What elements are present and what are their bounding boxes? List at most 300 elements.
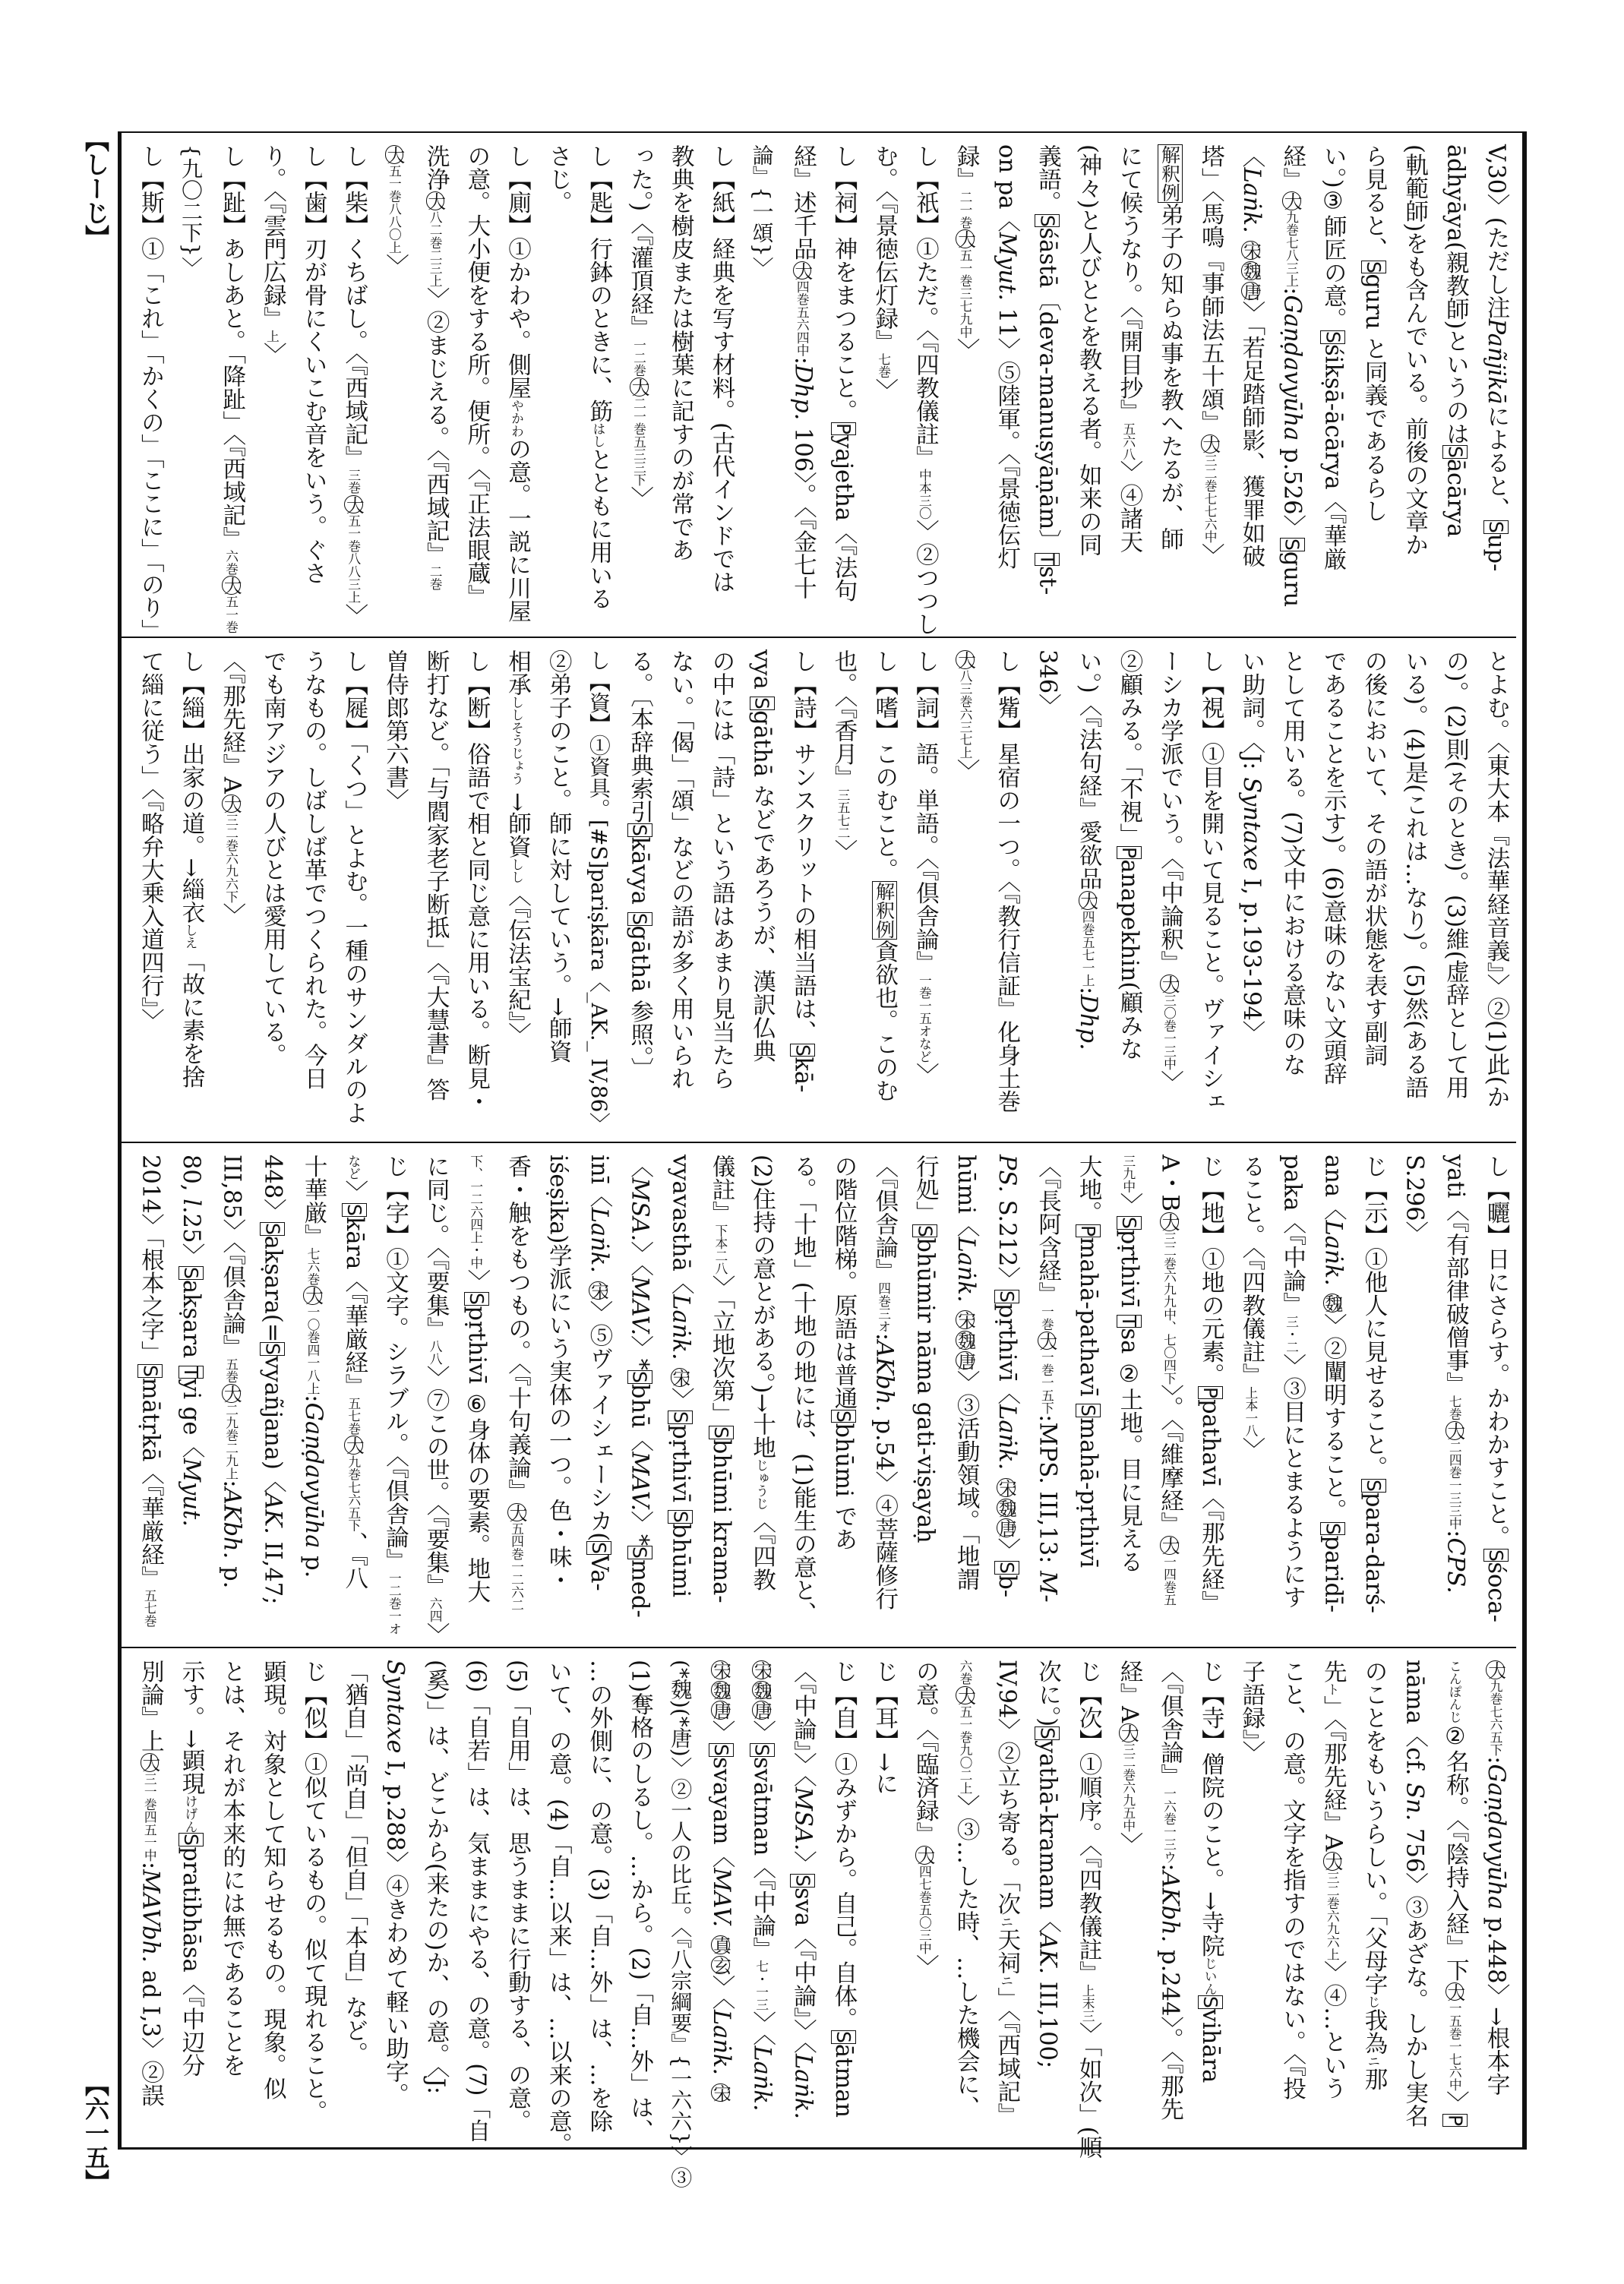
italic-title: Sn.: [1401, 1783, 1428, 1821]
boxed-language-mark: S: [750, 1744, 773, 1757]
text-line: 次に。)Syathā-kramam〈AK. III,100;: [1034, 1660, 1061, 2069]
boxed-language-mark: T: [180, 1366, 202, 1379]
boxed-language-mark: S: [1362, 261, 1385, 273]
text-line: ーシカ学派でいう。〈『中論釈』大三〇巻一三中〉: [1156, 649, 1183, 1094]
italic-title: Dhp.: [1075, 994, 1102, 1050]
italic-title: Myut.: [178, 1458, 204, 1527]
circled-source-mark: 宋: [587, 1281, 609, 1300]
text-line: じ【似】①似ているもの。似て現れること。: [300, 1660, 327, 2123]
text-line: {九〇二下}〉: [179, 144, 204, 278]
boxed-language-mark: S: [709, 1426, 732, 1439]
text-line: として用いる。(7)文中における意味のな: [1278, 649, 1306, 1076]
small-reference: 七巻: [876, 352, 892, 379]
text-line: し【資】①資具。[#S]pariṣkāra〈_AK._ IV,86〉: [586, 649, 611, 1134]
small-reference: 九巻七八三上: [1284, 210, 1300, 288]
small-reference: 三五七二: [836, 788, 851, 840]
circled-source-mark: 大: [1281, 192, 1303, 210]
circled-source-mark: 大: [506, 1503, 528, 1522]
text-line: 儀註』下本二八〉「立地次第」Sbhūmi krama-: [707, 1155, 735, 1603]
circled-source-mark: 宋: [955, 1311, 977, 1330]
text-line: い。)〈『法句経』愛欲品大四巻五七一上:Dhp.: [1075, 649, 1102, 1050]
text-line: こんぽんじ②名称。〈『陰持入経』下大一五巻一七六中〉P: [1442, 1660, 1469, 2127]
dictionary-tier-1: [130, 144, 1516, 643]
text-line: 論』{一頌}〉: [749, 144, 775, 278]
text-line: でも南アジアの人びとは愛用している。: [259, 649, 286, 1066]
text-line: の)。(2)則(そのとき)。(3)維(虚辞として用: [1442, 649, 1469, 1099]
italic-title: MAVbh.: [137, 1869, 164, 1963]
small-reference: 七・一三: [754, 1960, 769, 2011]
text-line: に同じ。〈『要集』八八〉⑦この世。〈『要集』六四〉: [422, 1155, 450, 1646]
text-line: し【詩】サンスクリットの相当語は、Skā-: [789, 649, 817, 1093]
circled-source-mark: 宋: [1240, 242, 1262, 261]
page-number: 【六一五】: [81, 2072, 110, 2194]
text-line: inī〈Laṅk. 宋〉⑤ヴァイシェーシカ(SVa-: [585, 1155, 612, 1591]
small-reference: ししそうじょう: [509, 696, 525, 785]
dictionary-tier-3: [130, 1155, 1516, 1646]
boxed-language-mark: T: [1036, 553, 1059, 566]
small-reference: ニ: [1365, 2055, 1381, 2068]
text-line: ②弟子のこと。師に対していう。→師資: [545, 649, 572, 1063]
italic-title: Laṅk.: [1319, 1220, 1347, 1286]
text-line: じ【次】①順序。〈『四教儀註』上末三〉「如次」(順: [1075, 1660, 1102, 2159]
boxed-language-mark: S: [628, 823, 651, 836]
small-reference: 五七巻: [142, 1589, 158, 1628]
circled-source-mark: 大: [1158, 1537, 1180, 1555]
italic-title: MAV.: [626, 1276, 653, 1336]
text-line: じ【字】①文字。シラブル。〈『倶舎論』一二巻一オ: [381, 1155, 409, 1635]
boxed-language-mark: P: [1444, 2115, 1467, 2127]
text-line: PS. S.212〉Spṛthivī〈Laṅk. 宋魏唐〉Sb-: [993, 1155, 1020, 1598]
circled-source-mark: 唐: [709, 1701, 731, 1720]
text-line: 子語録』〉: [1237, 1660, 1265, 1764]
text-line: 〈MSA.〉〈MAV.〉*Sbhū〈MAV.〉*Smed-: [626, 1155, 653, 1618]
tier-divider: [122, 637, 1516, 638]
boxed-language-mark: P: [1077, 1224, 1100, 1237]
text-line: こと、の意。文字を指すのではない。〈『投: [1278, 1660, 1306, 2100]
text-line: 〈『中論』〉〈MSA.〉Ssva〈『中論』〉〈Laṅk.: [789, 1660, 817, 2120]
small-reference: じ: [1365, 1995, 1381, 2009]
circled-source-mark: 大: [302, 1287, 324, 1306]
text-line: い。)③師匠の意。Sśikṣā-ācārya〈『華厳: [1319, 144, 1347, 571]
circled-source-mark: 大: [1322, 1853, 1344, 1872]
text-line: の階位階梯。原語は普通Sbhūmi であ: [830, 1155, 857, 1551]
text-line: …の外側に、の意。(3)「自…外」は、…を除: [585, 1660, 612, 2133]
italic-title: AK.: [1034, 1932, 1061, 1975]
italic-title: Laṅk.: [748, 2045, 776, 2112]
small-reference: やかわ: [509, 399, 525, 438]
text-line: じ【自】①みずから。自己。自体。Sātman: [830, 1660, 857, 2118]
boxed-language-mark: S: [1485, 1549, 1507, 1562]
circled-source-mark: 宋: [995, 1479, 1017, 1497]
small-reference: 二九巻二九上: [223, 1403, 239, 1480]
text-line: S.296〉: [1401, 1155, 1428, 1245]
boxed-language-mark: S: [1485, 520, 1507, 533]
text-line: ること。〈『四教儀註』上本一八〉: [1237, 1155, 1265, 1461]
circled-source-mark: 唐: [750, 1701, 773, 1720]
small-reference: 一六巻一三ウ: [1161, 1786, 1177, 1864]
text-line: Syntaxe I, p.288〉④きわめて軽い助字。: [381, 1660, 409, 2106]
text-line: 「猶自」「尚自」「但自」「本自」など。: [340, 1660, 368, 2065]
boxed-language-mark: P: [1117, 847, 1140, 859]
text-line: い助詞。〈J: Syntaxe I, p.193-194〉: [1237, 649, 1265, 1044]
boxed-language-mark: S: [914, 1224, 937, 1237]
text-line: A・B大三二巻六九九中、七〇四下〉。〈『維摩経』大一四巻五: [1156, 1155, 1183, 1606]
boxed-language-mark: S: [833, 1410, 855, 1423]
circled-source-mark: 宋: [750, 1661, 773, 1679]
text-line: ら見ると、Sguru と同義であるらし: [1360, 144, 1387, 523]
text-line: (2)住持の意とがある。)→十地じゅうじ〈『四教: [748, 1155, 776, 1591]
boxed-language-mark: S: [180, 1266, 202, 1279]
text-line: 〈『那先経』A大三二巻六九六下〉: [218, 649, 245, 927]
small-reference: 二四巻一三三中: [1447, 1440, 1463, 1531]
small-reference: 三〇巻一三中: [1161, 994, 1177, 1071]
text-line: の後において、その語が状態を表す副詞: [1360, 649, 1387, 1066]
small-reference: 五一巻: [223, 595, 239, 634]
text-line: し【紙】経典を写す材料。(古代インドでは: [707, 144, 735, 594]
text-line: iśeṣika)学派にいう実体の一つ。色・味・: [545, 1155, 572, 1591]
dictionary-tier-2: [130, 649, 1516, 1134]
circled-source-mark: 魏: [955, 1332, 977, 1350]
text-line: 相承ししそうじょう →師資しし〈『伝法宝紀』〉: [504, 649, 531, 1046]
small-reference: 四七巻五〇三中: [917, 1865, 933, 1954]
text-line: (軌範師)をも含んでいる。前後の文章か: [1401, 144, 1428, 557]
text-line: (6)「自若」は、気ままにやる、の意。(7)「自: [463, 1660, 490, 2143]
text-line: yati〈『有部律破僧事』七巻大二四巻一三三中:CPS.: [1442, 1155, 1469, 1594]
italic-title: Dhp.: [789, 365, 817, 421]
small-reference: ニ: [998, 1974, 1014, 1988]
text-line: 断打など。「与閻家老子断抵」〈『大慧書』答: [422, 649, 450, 1101]
boxed-language-mark: S: [628, 1371, 651, 1383]
tier-divider: [122, 1142, 1516, 1143]
text-line: いて、の意。(4)「自…以来」は、…以来の意。: [545, 1660, 572, 2156]
small-reference: 五一巻三七九中: [958, 248, 974, 339]
boxed-language-mark: S: [669, 1510, 692, 1523]
small-reference: 上本一八: [1243, 1386, 1259, 1438]
boxed-language-mark: S: [1036, 214, 1059, 227]
boxed-language-mark: S: [1322, 331, 1344, 344]
text-line: 別論』上大三一巻四五一中:MAVbh. ad I,3〉②誤: [137, 1660, 164, 2107]
small-reference: など: [346, 1155, 362, 1180]
text-line: nāma〈cf. Sn. 756〉③あざな。しかし実名: [1401, 1660, 1428, 2128]
text-line: ādhyāya(親教師)というのはSācārya: [1442, 144, 1469, 538]
text-line: 大地。Pmahā-pathavī Smahā-pṛthivī: [1075, 1155, 1102, 1568]
circled-source-mark: 大: [955, 651, 977, 669]
text-line: III,85〉〈『倶舎論』五巻大二九巻二九上:AKbh. p.: [218, 1155, 245, 1589]
circled-source-mark: 唐: [1240, 282, 1262, 301]
running-head-index: 【しーじ】: [81, 128, 110, 249]
boxed-language-mark: S: [628, 1546, 651, 1559]
boxed-language-mark: S: [1362, 1480, 1385, 1492]
small-reference: 五一巻八八三上: [346, 514, 362, 604]
text-line: 346〉: [1034, 649, 1061, 717]
small-reference: 五六八: [1120, 422, 1136, 461]
boxed-language-mark: S: [1036, 1727, 1059, 1740]
text-line: 塔」〈馬鳴『事師法五十頌』大三二巻七七六中〉: [1197, 144, 1224, 567]
small-reference: 九巻七六五下: [1488, 1679, 1503, 1757]
circled-source-mark: 魏: [709, 1681, 731, 1700]
circled-source-mark: 大: [1199, 435, 1221, 454]
text-line: し【斯】①「これ」「かくの」「ここに」「のり」: [137, 144, 164, 643]
text-line: など〉Skāra〈『華厳経』五七巻大九巻七六五下、『八: [340, 1155, 368, 1590]
circled-source-mark: 大: [220, 1385, 242, 1403]
tier-divider: [122, 1647, 1516, 1648]
text-line: とは、それが本来的には無であることを: [218, 1660, 245, 2077]
small-reference: 六四: [428, 1597, 444, 1623]
italic-title: AKbh.: [1156, 1871, 1183, 1943]
text-line: 顕現。対象として知らせるもの。現象。似: [259, 1660, 286, 2100]
text-line: いる)。(4)是(これは…なり)。(5)然(ある語: [1401, 649, 1428, 1099]
boxed-language-mark: P: [833, 423, 855, 435]
small-reference: 二一巻五三三下: [631, 396, 647, 487]
circled-source-mark: 魏: [995, 1499, 1017, 1518]
text-line: 〈『倶舎論』一六巻一三ウ:AKbh. p.244〉。〈『那先: [1156, 1660, 1183, 2121]
text-line: vyavasthā〈Laṅk. 宋〉Spṛthivī Sbhūmi: [667, 1155, 694, 1598]
boxed-language-mark: S: [628, 912, 651, 925]
text-line: 大八三巻六三七上〉: [953, 651, 980, 782]
circled-source-mark: 大: [384, 146, 406, 164]
italic-title: Laṅk.: [953, 1237, 980, 1303]
text-line: V,30〉(ただし注Pañjikāによると、Sup-: [1483, 144, 1509, 572]
text-line: 経』述千品大四巻五六四中:Dhp. 106〉。〈『金七十: [789, 144, 817, 599]
small-reference: 三二巻六九六上: [1325, 1871, 1341, 1961]
small-reference: 五七巻: [346, 1397, 362, 1436]
text-line: paka〈『中論』三・二〉③目にとまるようにす: [1278, 1155, 1306, 1609]
italic-title: Laṅk.: [789, 2053, 817, 2120]
text-line: 十華厳』七六巻大一〇巻四一八上:Gaṇḍavyūha p.: [300, 1155, 327, 1578]
circled-source-mark: 宋: [709, 2083, 731, 2102]
boxed-language-mark: S: [1444, 445, 1467, 458]
italic-title: AKbh.: [870, 1341, 898, 1412]
text-line: とよむ。〈東大本『法華経音義』〉②(1)此(か: [1483, 649, 1509, 1109]
text-line: 448〉Sakṣara(=Svyañjana)〈AK. II,47;: [259, 1155, 286, 1605]
small-reference: 一五巻一七六中: [1447, 2001, 1463, 2091]
italic-title: MAV.: [707, 1868, 735, 1928]
small-reference: はし: [590, 422, 606, 448]
boxed-language-mark: S: [465, 1293, 488, 1306]
small-reference: 上末三: [1080, 1984, 1096, 2023]
text-line: の意。大小便をする所。便所。〈『正法眼蔵』: [463, 144, 490, 608]
italic-title: CPS.: [1442, 1537, 1469, 1594]
boxed-language-mark: S: [1077, 1404, 1100, 1417]
text-line: 大五一巻八八〇上〉: [381, 146, 409, 277]
small-reference: 一巻: [1039, 1305, 1055, 1331]
italic-title: AKbh.: [218, 1487, 245, 1559]
boxed-language-mark: S: [1281, 538, 1303, 551]
small-reference: 八八: [428, 1340, 444, 1366]
circled-source-mark: 大: [1117, 1724, 1139, 1742]
text-line: る。〔本辞典索引Skāvya Sgāthā 参照。〕: [626, 649, 653, 1081]
italic-title: PS.: [993, 1155, 1020, 1193]
italic-title: Pañjikā: [1483, 318, 1509, 405]
circled-source-mark: 大: [1077, 891, 1099, 910]
text-line: 〈Laṅk. 宋魏唐〉「若足踏師影、獲罪如破: [1237, 144, 1265, 567]
text-line: 〈『長阿含経』一巻大一巻一五下:MPS. III,13: M-: [1034, 1155, 1061, 1603]
text-line: て緇に従う」〈『略弁大乗入道四行』〉: [137, 649, 164, 1032]
text-line: じ【示】①他人に見せること。Spara-darś-: [1360, 1155, 1387, 1613]
small-reference: 一二巻: [631, 338, 647, 378]
italic-title: Laṅk.: [1237, 167, 1265, 233]
text-line: じ【地】①地の元素。Ppathavī〈『那先経』: [1197, 1155, 1224, 1614]
text-line: し【屣】「くつ」とよむ。一種のサンダルのよ: [340, 649, 368, 1125]
text-line: り。〈『雲門広録』上〉: [259, 144, 286, 366]
text-line: 大九巻七六五下:Gaṇḍavyūha p.448〉→根本字: [1483, 1661, 1509, 2096]
small-reference: 四巻五六四中: [795, 280, 810, 357]
text-line: 義語。Sśāstā〔deva-manuṣyāṇām〕Tst-: [1034, 144, 1061, 595]
text-line: む。〈『景徳伝灯録』七巻〉: [870, 144, 898, 402]
small-reference: 三二巻六九九中、七〇四下: [1161, 1231, 1177, 1385]
small-reference: 三二巻七七六中: [1202, 453, 1218, 544]
text-line: 曽侍郎第六書〉: [381, 649, 409, 812]
text-line: 経』A大三二巻六九五中〉: [1115, 1660, 1142, 1856]
text-line: し【趾】あしあと。「降趾」〈『西域記』六巻大五一巻: [218, 144, 245, 634]
text-line: 行処」Sbhūmir nāma gati-viṣayaḥ: [912, 1155, 939, 1543]
italic-title: l: [178, 1199, 204, 1206]
circled-source-mark: 大: [139, 1754, 161, 1772]
boxed-language-mark: S: [791, 1875, 814, 1887]
text-line: 先ト」〈『那先経』A大三二巻六九六上〉④…という: [1319, 1660, 1347, 2100]
boxed-language-mark: S: [1322, 1522, 1344, 1535]
circled-source-mark: 大: [425, 192, 447, 210]
text-line: し【緇】出家の道。→緇衣しえ「故に素を捨: [178, 649, 204, 1088]
small-reference: 一二巻一オ: [387, 1572, 403, 1635]
italic-title: MSA.: [626, 1177, 653, 1242]
small-reference: ト: [1325, 1682, 1341, 1696]
small-reference: 一〇巻四一八上: [305, 1305, 321, 1395]
text-line: うなもの。しばしば革でつくられた。今日: [300, 649, 327, 1090]
text-line: 2014〉「根本之字」Smātṛkā〈『華厳経』五七巻: [137, 1155, 164, 1628]
circled-source-mark: 魏: [1240, 262, 1262, 280]
circled-source-mark: 大: [955, 230, 977, 249]
italic-title: M-: [1034, 1571, 1061, 1603]
text-line: (神々)と人びととを教える者。如来の同: [1075, 144, 1102, 557]
circled-source-mark: 大: [628, 378, 650, 397]
text-line: 宋魏唐〉Ssvayam〈MAV. 真玄〉〈Laṅk. 宋: [707, 1661, 735, 2102]
boxed-language-mark: S: [1199, 1995, 1222, 2008]
circled-source-mark: 大: [955, 1686, 977, 1705]
italic-title: Gaṇḍavyūha: [300, 1402, 327, 1549]
small-reference: 四巻五七一上: [1080, 910, 1096, 987]
circled-source-mark: 宋: [709, 1661, 731, 1679]
text-line: 録』二一巻大五一巻三七九中〉: [953, 144, 980, 362]
boxed-language-mark: S: [995, 1562, 1018, 1575]
boxed-language-mark: P: [1199, 1387, 1222, 1399]
small-reference: 七巻: [1447, 1395, 1463, 1421]
boxed-language-mark: S: [261, 1222, 284, 1235]
small-reference: ニ: [998, 1915, 1014, 1929]
small-reference: 下、一二六四上・中: [468, 1155, 484, 1269]
small-reference: 六巻: [958, 1660, 974, 1685]
boxed-language-mark: S: [180, 1834, 202, 1846]
text-line: にて候うなり。〈『開目抄』五六八〉④諸天: [1115, 144, 1142, 554]
boxed-language-mark: T: [1117, 1316, 1140, 1328]
text-line: じ【耳】→に: [870, 1660, 898, 1796]
small-reference: 二巻: [428, 565, 444, 591]
boxed-language-mark: S: [139, 1364, 162, 1377]
text-line: し【祠】神をまつること。Pyajetha〈『法句: [830, 144, 857, 602]
circled-source-mark: 大: [343, 495, 365, 514]
small-reference: 三二巻六九五中: [1120, 1742, 1136, 1833]
text-line: し【柴】くちばし。〈『西域記』三巻大五一巻八八三上〉: [340, 144, 368, 627]
small-reference: こんぽんじ: [1447, 1660, 1463, 1723]
text-line: し【嗜】このむこと。解釈例貪欲也。このむ: [870, 649, 898, 1102]
boxed-language-mark: S: [709, 1744, 732, 1757]
small-reference: 五巻: [223, 1357, 239, 1384]
circled-source-mark: 大: [1444, 1422, 1466, 1441]
small-reference: 六巻: [223, 549, 239, 576]
circled-source-mark: 大: [1158, 1212, 1180, 1231]
text-line: (奚)」は、どこから(来たの)か、の意。〈J:: [422, 1660, 450, 2095]
small-reference: 五四巻一二六二: [509, 1522, 525, 1612]
text-line: のことをもいうらしい。「父母字じ我為ニ那: [1360, 1660, 1387, 2091]
italic-title: Laṅk.: [667, 1294, 694, 1360]
boxed-language-mark: S: [1117, 1216, 1140, 1229]
circled-source-mark: 魏: [1322, 1294, 1344, 1313]
small-reference: 五一巻八八〇上: [387, 164, 403, 254]
text-line: る。「十地」(十地の地には、(1)能生の意と、: [789, 1155, 817, 1625]
small-reference: 八三巻六三七上: [958, 669, 974, 759]
circled-source-mark: 唐: [995, 1519, 1017, 1538]
small-reference: けげん: [183, 1795, 198, 1834]
dictionary-tier-4: [130, 1660, 1516, 2188]
text-line: (*魏)(*唐)〉②一人の比丘。〈『八宗綱要』{一六六}〉③: [668, 1660, 694, 2188]
circled-source-mark: 真: [709, 1935, 731, 1954]
italic-title: Myut.: [993, 232, 1020, 301]
boxed-language-mark: 解釈例: [1158, 145, 1181, 203]
small-reference: 八二巻二三上: [428, 210, 444, 288]
small-reference: 三・二: [1284, 1315, 1300, 1354]
text-line: hūmi〈Laṅk. 宋魏唐〉③活動領域。「地謂: [953, 1155, 980, 1591]
small-reference: 五一巻九〇二上: [958, 1705, 974, 1795]
boxed-language-mark: S: [833, 2031, 855, 2043]
boxed-language-mark: S: [669, 1411, 692, 1424]
text-line: し【歯】刃が骨にくいこむ音をいう。ぐさ: [300, 144, 327, 585]
italic-title: Laṅk.: [993, 1404, 1020, 1471]
text-line: し【曬】日にさらす。かわかすこと。Sśoca-: [1483, 1155, 1509, 1622]
small-reference: 一巻一五下: [1039, 1350, 1055, 1415]
small-reference: 九巻七六五下: [346, 1455, 362, 1532]
circled-source-mark: 大: [1444, 1982, 1466, 2001]
small-reference: しし: [509, 858, 525, 884]
text-line: vya Sgāthā などであろうが、漢訳仏典: [748, 649, 776, 1063]
text-line: ②顧みる。「不視」Panapekhin(顧みな: [1115, 649, 1142, 1060]
italic-title: Gaṇḍavyūha: [1278, 295, 1306, 441]
boxed-language-mark: S: [750, 697, 773, 710]
small-reference: じいん: [1202, 1957, 1218, 1995]
circled-source-mark: 大: [1485, 1661, 1506, 1679]
text-line: (1)奪格のしるし。…から。(2)「自…外」は、: [626, 1660, 653, 2143]
circled-source-mark: 唐: [955, 1351, 977, 1370]
boxed-language-mark: S: [261, 1343, 284, 1356]
boxed-language-mark: S: [995, 1290, 1018, 1303]
text-line: の意。〈『臨済録』大四七巻五〇三中〉: [912, 1660, 939, 1978]
italic-title: MAV.: [626, 1452, 653, 1512]
boxed-language-mark: S: [343, 1204, 365, 1216]
small-reference: 四巻三オ: [876, 1281, 892, 1333]
text-line: ana〈Laṅk. 魏〉②闡明すること。Sparidī-: [1319, 1155, 1347, 1613]
circled-source-mark: 大: [1158, 975, 1180, 994]
circled-source-mark: 玄: [709, 1956, 731, 1975]
circled-source-mark: 大: [220, 795, 242, 813]
small-reference: 三一巻四五一中: [142, 1772, 158, 1862]
italic-title: Syntaxe: [1237, 777, 1265, 871]
small-reference: 七六巻: [305, 1247, 321, 1286]
text-line: ない。「偈」「頌」などの語が多く用いられ: [667, 649, 694, 1090]
small-reference: 三巻: [346, 469, 362, 494]
text-line: さじ。: [545, 144, 572, 214]
italic-title: AK.: [259, 1493, 286, 1534]
small-reference: 一巻一五オなど: [917, 974, 933, 1063]
circled-source-mark: 大: [220, 577, 242, 595]
